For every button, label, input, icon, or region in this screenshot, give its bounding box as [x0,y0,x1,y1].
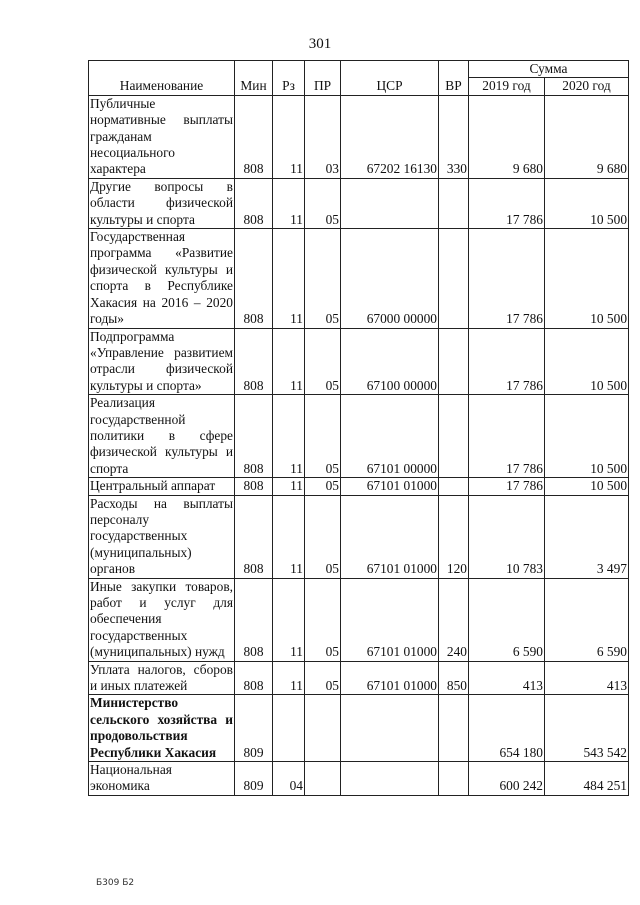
footer-code: Б309 Б2 [96,878,135,888]
header-vr: ВР [439,61,469,96]
row-pr-cell [305,695,341,762]
row-2019-cell: 17 786 [469,328,545,395]
row-rz-cell: 11 [273,495,305,578]
row-pr-cell: 05 [305,495,341,578]
row-vr-cell [439,229,469,328]
row-min-cell: 808 [235,95,273,178]
row-2019-cell: 9 680 [469,95,545,178]
row-vr-cell [439,478,469,495]
row-rz-cell: 11 [273,178,305,228]
row-csr-cell [341,762,439,796]
row-vr-cell [439,762,469,796]
row-2020-cell: 10 500 [545,178,629,228]
row-rz-cell: 11 [273,95,305,178]
row-vr-cell: 120 [439,495,469,578]
row-2019-cell: 17 786 [469,229,545,328]
table-row [89,495,629,578]
table-header [89,61,629,96]
row-min-cell: 809 [235,695,273,762]
row-rz-cell [273,695,305,762]
row-pr-cell: 05 [305,478,341,495]
row-2020-cell: 10 500 [545,478,629,495]
row-name-cell: Другие вопросы в области физической культуры и спорта [90,178,233,227]
table-row [89,695,629,762]
row-csr-cell: 67101 01000 [341,661,439,695]
table-row [89,95,629,178]
row-rz-cell: 11 [273,478,305,495]
table-body [89,95,629,795]
row-2020-cell: 543 542 [545,695,629,762]
row-2020-cell: 9 680 [545,95,629,178]
row-2019-cell: 17 786 [469,178,545,228]
page-number: 301 [308,36,332,52]
row-pr-cell: 05 [305,229,341,328]
header-min: Мин [235,61,273,96]
row-vr-cell: 850 [439,661,469,695]
row-vr-cell [439,328,469,395]
table-row [89,395,629,478]
row-name-cell: Расходы на выплаты персоналу государственных (муниципальных) органов [90,495,233,577]
header-csr: ЦСР [341,61,439,96]
row-rz-cell: 11 [273,328,305,395]
row-pr-cell: 03 [305,95,341,178]
row-rz-cell: 04 [273,762,305,796]
row-csr-cell: 67100 00000 [341,328,439,395]
row-2019-cell: 413 [469,661,545,695]
row-2019-cell: 6 590 [469,578,545,661]
row-csr-cell: 67101 00000 [341,395,439,478]
header-year-2020: 2020 год [545,78,629,95]
header-sum: Сумма [469,61,629,78]
row-2020-cell: 413 [545,661,629,695]
row-2019-cell: 10 783 [469,495,545,578]
row-name-cell: Национальная экономика [89,762,235,796]
row-csr-cell: 67000 00000 [341,229,439,328]
row-vr-cell [439,695,469,762]
row-name-cell: Государственная программа «Развитие физической культуры и спорта в Республике Хакасия на 2016 – 2020 годы» [90,229,233,327]
table-row [89,661,629,695]
header-pr: ПР [305,61,341,96]
row-rz-cell: 11 [273,229,305,328]
row-2020-cell: 3 497 [545,495,629,578]
row-pr-cell: 05 [305,395,341,478]
row-csr-cell [341,178,439,228]
header-year-2019: 2019 год [469,78,545,95]
header-name: Наименование [89,61,235,96]
header-rz: Рз [273,61,305,96]
row-min-cell: 808 [235,178,273,228]
table-row [89,328,629,395]
row-name-cell: Центральный аппарат [89,478,235,495]
row-min-cell: 808 [235,495,273,578]
row-rz-cell: 11 [273,578,305,661]
table-row [89,762,629,796]
row-2020-cell: 484 251 [545,762,629,796]
row-pr-cell: 05 [305,578,341,661]
row-min-cell: 808 [235,478,273,495]
row-min-cell: 808 [235,661,273,695]
table-row [89,178,629,228]
row-2019-cell: 17 786 [469,478,545,495]
row-name-cell: Министерство сельского хозяйства и продовольствия Республики Хакасия [90,695,233,760]
row-name-cell: Уплата налогов, сборов и иных платежей [90,661,233,694]
row-vr-cell [439,178,469,228]
row-min-cell: 808 [235,229,273,328]
row-csr-cell [341,695,439,762]
row-csr-cell: 67101 01000 [341,495,439,578]
table-row [89,578,629,661]
row-csr-cell: 67202 16130 [341,95,439,178]
row-vr-cell: 240 [439,578,469,661]
row-rz-cell: 11 [273,661,305,695]
row-vr-cell: 330 [439,95,469,178]
row-pr-cell: 05 [305,661,341,695]
row-pr-cell: 05 [305,178,341,228]
row-pr-cell [305,762,341,796]
row-2020-cell: 10 500 [545,328,629,395]
budget-table [88,60,629,796]
row-2019-cell: 600 242 [469,762,545,796]
row-2019-cell: 17 786 [469,395,545,478]
row-name-cell: Подпрограмма «Управление развитием отрасли физической культуры и спорта» [90,328,233,393]
row-name-cell: Публичные нормативные выплаты гражданам несоциального характера [90,95,233,177]
row-min-cell: 809 [235,762,273,796]
row-2020-cell: 10 500 [545,395,629,478]
row-min-cell: 808 [235,578,273,661]
row-vr-cell [439,395,469,478]
table-row [89,229,629,328]
row-csr-cell: 67101 01000 [341,578,439,661]
row-2019-cell: 654 180 [469,695,545,762]
row-csr-cell: 67101 01000 [341,478,439,495]
row-name-cell: Реализация государственной политики в сфере физической культуры и спорта [90,395,233,476]
row-min-cell: 808 [235,328,273,395]
row-2020-cell: 10 500 [545,229,629,328]
row-min-cell: 808 [235,395,273,478]
row-name-cell: Иные закупки товаров, работ и услуг для обеспечения государственных (муниципальных) нужд [90,578,233,660]
row-2020-cell: 6 590 [545,578,629,661]
table-row [89,478,629,495]
row-pr-cell: 05 [305,328,341,395]
row-rz-cell: 11 [273,395,305,478]
